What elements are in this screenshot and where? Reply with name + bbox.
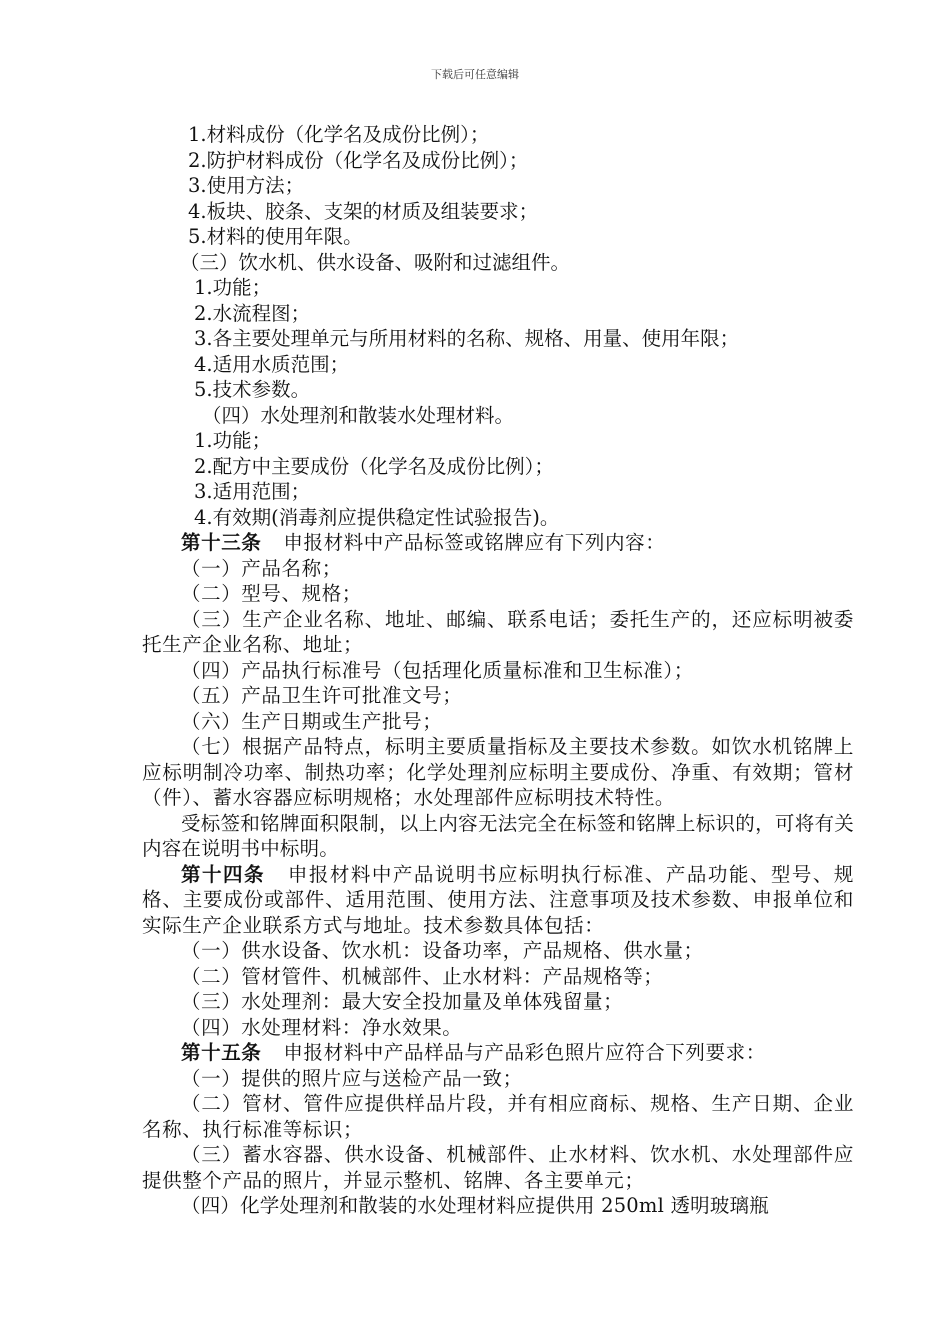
list-item: 2.防护材料成份（化学名及成份比例）； [188,148,529,172]
list-item: 2.水流程图； [194,301,311,325]
list-item: （二）型号、规格； [181,582,362,605]
section-title: （三）饮水机、供水设备、吸附和过滤组件。 [180,250,571,274]
paragraph: 受标签和铭牌面积限制，以上内容无法完全在标签和铭牌上标识的，可将有关内容在说明书中标明。 [142,811,854,860]
article-15 [142,1040,854,1066]
list-item: （二）管材、管件应提供样品片段，并有相应商标、规格、生产日期、企业名称、执行标准等标识； [142,1092,854,1141]
list-item: （四）水处理材料：净水效果。 [181,1015,463,1039]
article-14 [142,862,854,939]
list-item: 4.板块、胶条、支架的材质及组装要求； [188,199,539,223]
list-item: 1.功能； [194,429,272,452]
article-text: 申报材料中产品说明书应标明执行标准、产品功能、型号、规格、主要成份或部件、适用范围、使用方法、注意事项及技术参数、申报单位和实际生产企业联系方式与地址。技术参数具体包括： [142,862,854,937]
document-body [142,122,854,1219]
list-item: 2.配方中主要成份（化学名及成份比例）； [194,454,554,478]
article-text: 申报材料中产品标签或铭牌应有下列内容： [283,531,666,554]
list-item: （四）化学处理剂和散装的水处理材料应提供用 250ml 透明玻璃瓶 [181,1194,769,1217]
list-item: 3.各主要处理单元与所用材料的名称、规格、用量、使用年限； [194,327,740,350]
article-label: 第十五条 [181,1041,262,1064]
list-item: 4.有效期(消毒剂应提供稳定性试验报告)。 [194,505,560,529]
list-item: （六）生产日期或生产批号； [181,709,443,733]
list-item: 3.适用范围； [194,480,311,503]
list-item: （三）蓄水容器、供水设备、机械部件、止水材料、饮水机、水处理部件应提供整个产品的照片，并显示整机、铭牌、各主要单元； [142,1143,854,1192]
list-item: （七）根据产品特点，标明主要质量指标及主要技术参数。如饮水机铭牌上应标明制冷功率、制热功率；化学处理剂应标明主要成份、净重、有效期；管材（件）、蓄水容器应标明规格；水处理部件应标明技术特性。 [142,735,854,809]
page-header: 下载后可任意编辑 [431,68,519,81]
list-item: 5.材料的使用年限。 [188,225,363,248]
article-13 [142,530,854,556]
list-item: 1.材料成份（化学名及成份比例）； [188,123,490,146]
list-item: 1.功能； [194,276,272,299]
list-item: （四）产品执行标准号（包括理化质量标准和卫生标准）； [181,658,694,682]
article-label: 第十四条 [181,862,265,886]
list-item: （二）管材管件、机械部件、止水材料：产品规格等； [181,964,664,988]
article-text: 申报材料中产品样品与产品彩色照片应符合下列要求： [283,1041,766,1064]
list-item: 3.使用方法； [188,174,305,197]
list-item: （五）产品卫生许可批准文号； [181,684,463,707]
list-item: （一）供水设备、饮水机：设备功率，产品规格、供水量； [181,939,704,962]
article-label: 第十三条 [181,531,262,554]
list-item: （一）产品名称； [181,556,342,580]
list-item: 4.适用水质范围； [194,352,350,376]
list-item: （三）生产企业名称、地址、邮编、联系电话；委托生产的，还应标明被委托生产企业名称、地址； [142,607,854,656]
section-title: （四）水处理剂和散装水处理材料。 [202,403,515,427]
list-item: （一）提供的照片应与送检产品一致； [181,1066,523,1090]
list-item: （三）水处理剂：最大安全投加量及单体残留量； [181,990,624,1013]
list-item: 5.技术参数。 [194,378,311,401]
